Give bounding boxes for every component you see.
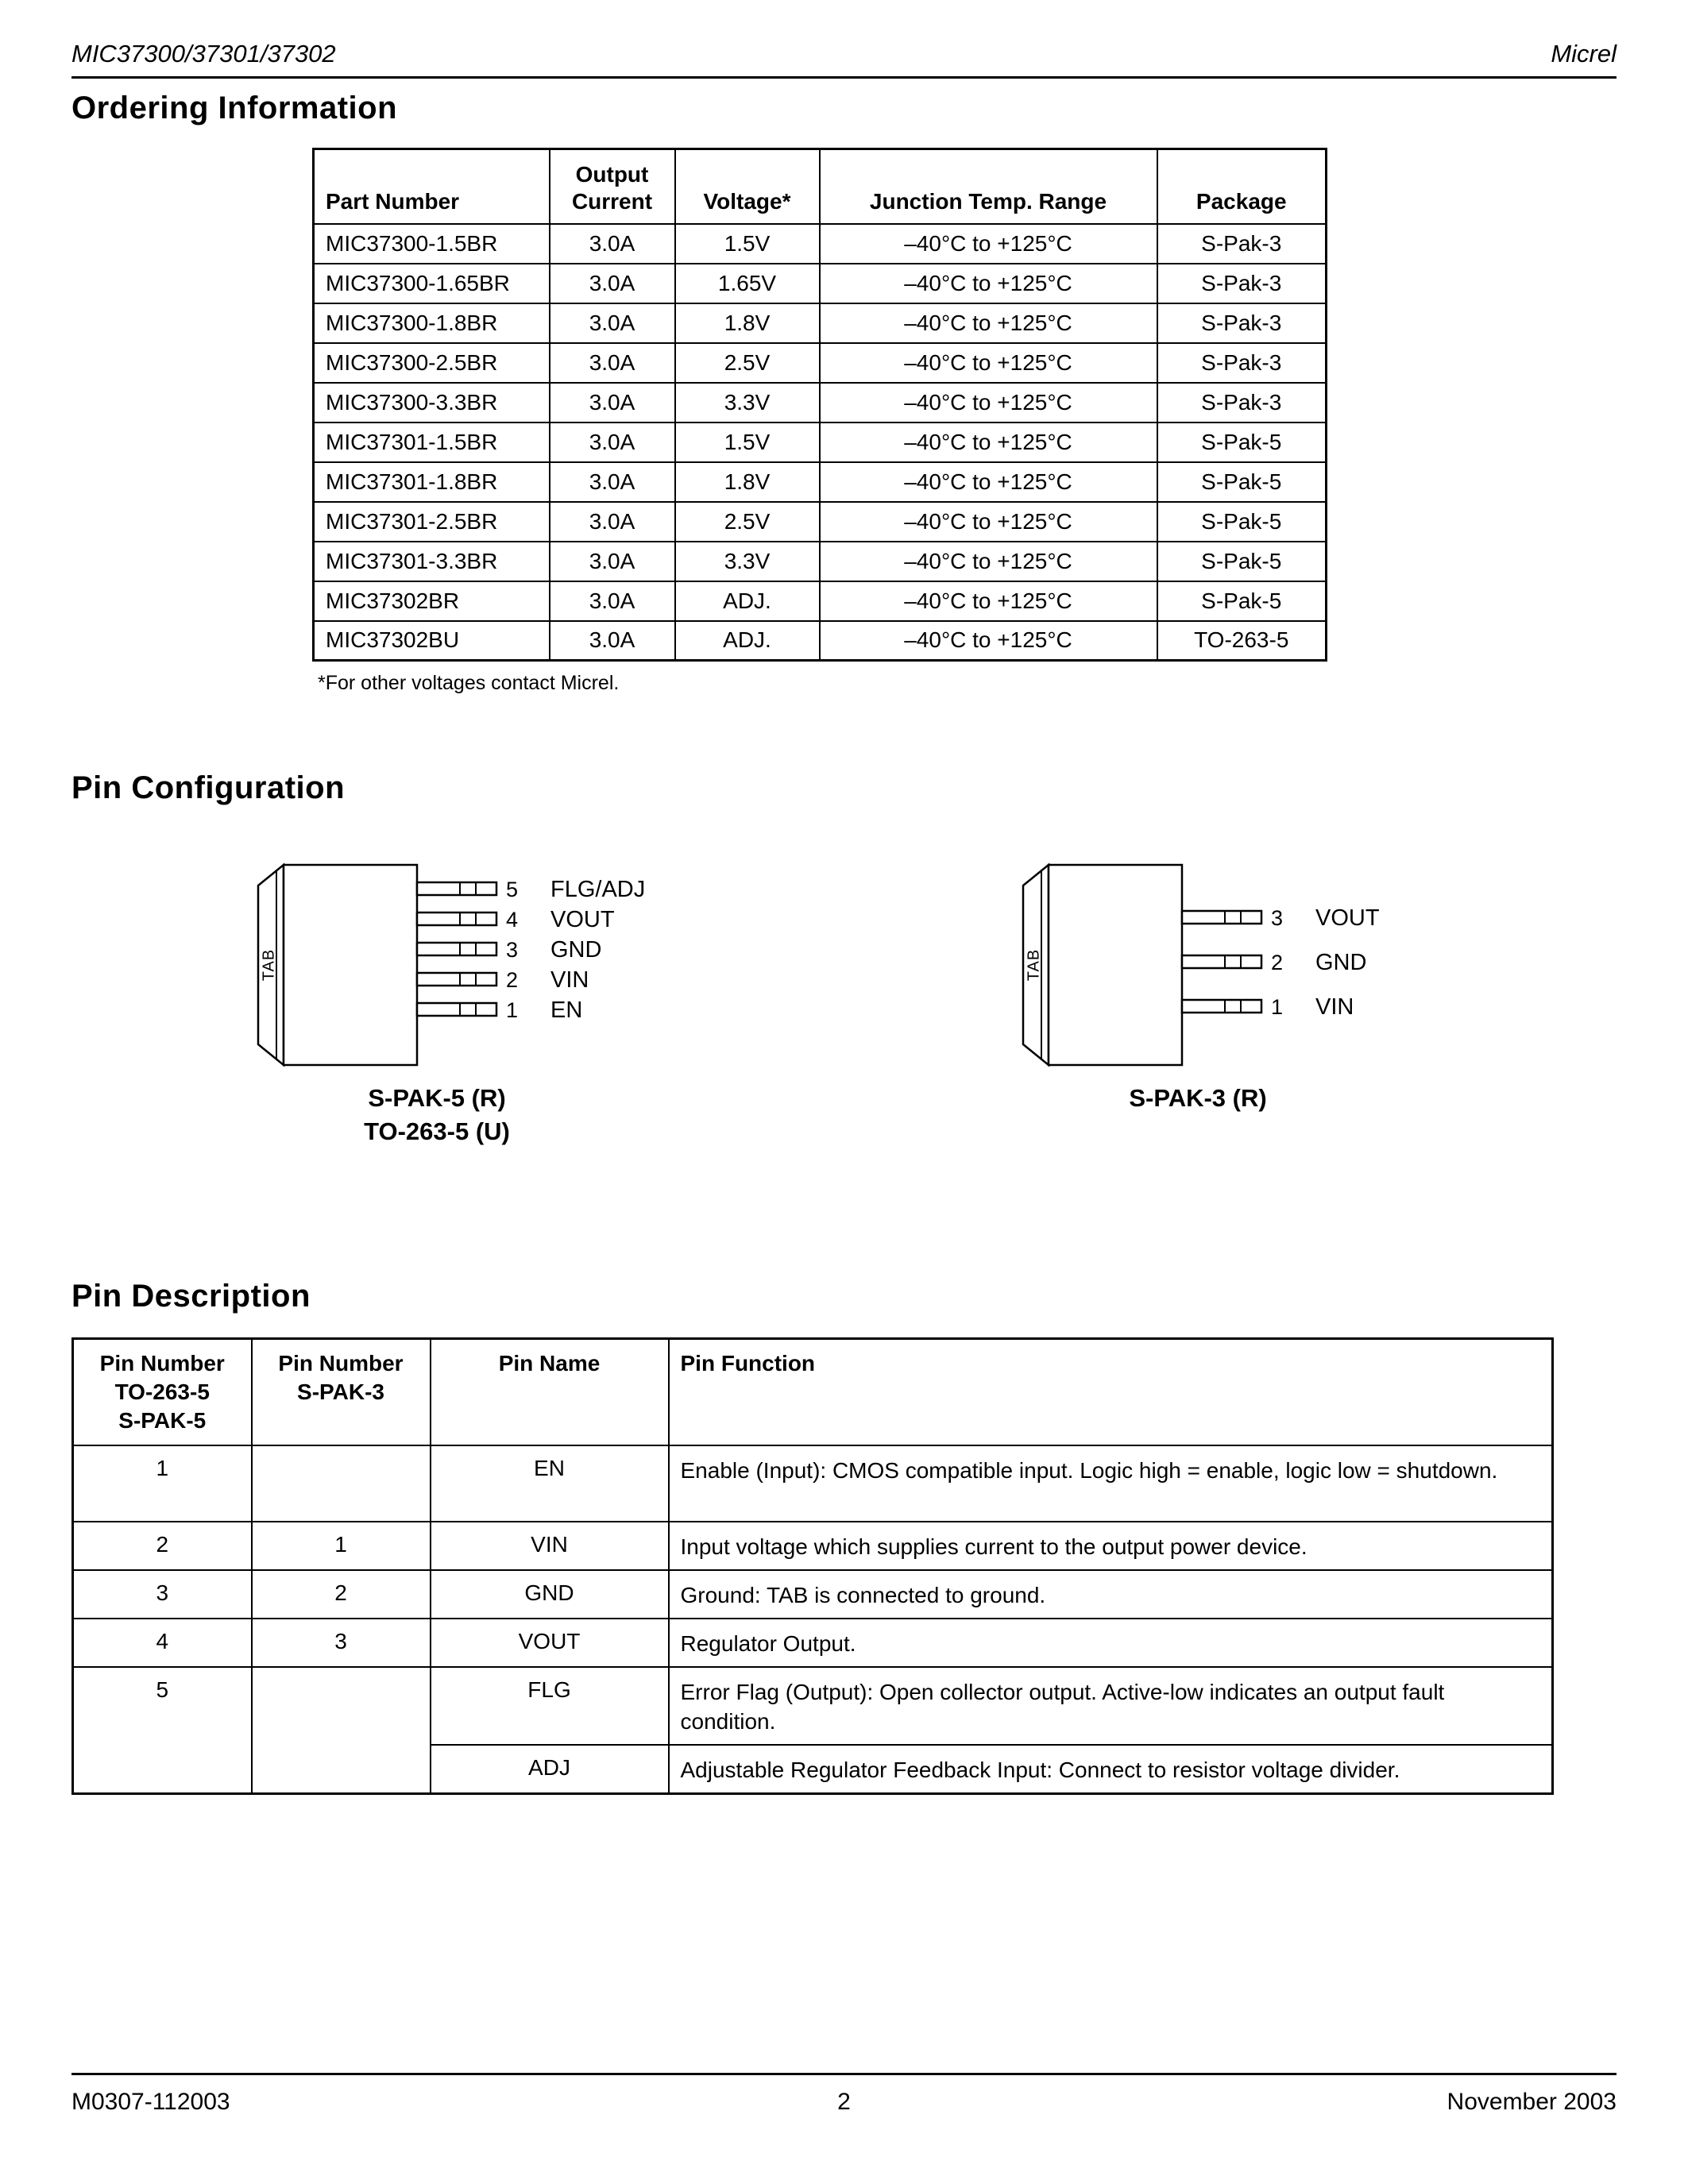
cell-package: TO-263-5 xyxy=(1157,621,1327,661)
pin-lead-3 xyxy=(1182,911,1261,924)
pin-description-header-row xyxy=(73,1339,1553,1445)
cell-part-number: MIC37302BR xyxy=(314,581,550,621)
pin-description-table xyxy=(71,1337,1554,1795)
cell-voltage: 1.5V xyxy=(675,224,820,264)
cell-part-number: MIC37301-1.5BR xyxy=(314,423,550,462)
pin-row-vout xyxy=(73,1619,1553,1667)
cell-pin-number: 1 xyxy=(73,1445,252,1522)
header-line: Pin Name xyxy=(498,1351,601,1376)
ordering-table-row xyxy=(314,264,1327,303)
header-line: S-PAK-3 xyxy=(297,1379,384,1404)
pin-row-vin xyxy=(73,1522,1553,1570)
cell-pin-function: Regulator Output. xyxy=(669,1619,1553,1667)
cell-output-current: 3.0A xyxy=(550,581,675,621)
cell-part-number: MIC37300-2.5BR xyxy=(314,343,550,383)
cell-package: S-Pak-3 xyxy=(1157,303,1327,343)
cell-pin-number: 3 xyxy=(252,1619,431,1667)
cell-voltage: 2.5V xyxy=(675,343,820,383)
cell-voltage: 3.3V xyxy=(675,542,820,581)
footer-page-number: 2 xyxy=(837,2089,851,2115)
pin-number: 3 xyxy=(1271,906,1284,930)
cell-junction-temp: –40°C to +125°C xyxy=(820,462,1157,502)
pin-label: VIN xyxy=(550,967,589,993)
ordering-table-row xyxy=(314,581,1327,621)
cell-junction-temp: –40°C to +125°C xyxy=(820,542,1157,581)
col-header-package xyxy=(1157,149,1327,224)
col-header-pin-function xyxy=(669,1339,1553,1445)
pin-label: EN xyxy=(550,997,583,1023)
cell-junction-temp: –40°C to +125°C xyxy=(820,343,1157,383)
ordering-header-row xyxy=(314,149,1327,224)
pin-lead-2 xyxy=(417,973,496,986)
cell-pin-name: FLG xyxy=(431,1667,669,1745)
s-pak-3-package xyxy=(999,862,1444,1072)
pin-row-en xyxy=(73,1445,1553,1522)
cell-junction-temp: –40°C to +125°C xyxy=(820,502,1157,542)
cell-output-current: 3.0A xyxy=(550,542,675,581)
pin-label: FLG/ADJ xyxy=(550,877,646,902)
col-header-output-line2: Current xyxy=(571,188,653,214)
cell-junction-temp: –40°C to +125°C xyxy=(820,581,1157,621)
ordering-table-row xyxy=(314,224,1327,264)
cell-output-current: 3.0A xyxy=(550,383,675,423)
s-pak-3-package-diagram xyxy=(999,862,1444,1068)
cell-package: S-Pak-3 xyxy=(1157,383,1327,423)
header-brand: Micrel xyxy=(1551,40,1617,68)
s-pak-3-caption xyxy=(999,1082,1396,1115)
col-header-pin-number-spak3 xyxy=(252,1339,431,1445)
footer-rule xyxy=(71,2073,1617,2075)
cell-pin-function: Input voltage which supplies current to the output power device. xyxy=(669,1522,1553,1570)
cell-junction-temp: –40°C to +125°C xyxy=(820,423,1157,462)
header-doc-title: MIC37300/37301/37302 xyxy=(71,40,336,68)
s-pak-5-package-diagram xyxy=(234,862,679,1068)
col-header-junction-temp-label: Junction Temp. Range xyxy=(869,188,1107,214)
cell-part-number: MIC37300-3.3BR xyxy=(314,383,550,423)
cell-pin-function: Error Flag (Output): Open collector output. Active-low indicates an output fault condition. xyxy=(669,1667,1553,1745)
pin-lead-1 xyxy=(1182,1000,1261,1013)
pin-lead-4 xyxy=(417,913,496,925)
cell-junction-temp: –40°C to +125°C xyxy=(820,264,1157,303)
cell-output-current: 3.0A xyxy=(550,343,675,383)
cell-pin-name: ADJ xyxy=(431,1745,669,1794)
ordering-table xyxy=(312,148,1327,662)
pin-number: 3 xyxy=(506,938,519,962)
cell-part-number: MIC37302BU xyxy=(314,621,550,661)
col-header-pin-name xyxy=(431,1339,669,1445)
ordering-table-body xyxy=(314,224,1327,661)
cell-voltage: 1.8V xyxy=(675,303,820,343)
pin-row-gnd xyxy=(73,1570,1553,1619)
cell-part-number: MIC37300-1.8BR xyxy=(314,303,550,343)
ordering-table-row xyxy=(314,303,1327,343)
cell-pin-number: 2 xyxy=(252,1570,431,1619)
pin-label: GND xyxy=(550,937,602,963)
cell-output-current: 3.0A xyxy=(550,462,675,502)
cell-junction-temp: –40°C to +125°C xyxy=(820,383,1157,423)
pin-number: 1 xyxy=(506,998,519,1022)
cell-pin-number: 3 xyxy=(73,1570,252,1619)
caption-s-pak-5: S-PAK-5 (R) xyxy=(368,1084,506,1112)
header-rule xyxy=(71,76,1617,79)
ordering-table-row xyxy=(314,383,1327,423)
cell-output-current: 3.0A xyxy=(550,621,675,661)
col-header-pin-number-to263 xyxy=(73,1339,252,1445)
pin-number: 4 xyxy=(506,908,519,932)
cell-junction-temp: –40°C to +125°C xyxy=(820,621,1157,661)
pin-label: VOUT xyxy=(1315,905,1380,931)
cell-output-current: 3.0A xyxy=(550,264,675,303)
cell-pin-name: VOUT xyxy=(431,1619,669,1667)
ordering-table-row xyxy=(314,462,1327,502)
header-line: TO-263-5 xyxy=(114,1379,210,1404)
col-header-voltage-label: Voltage* xyxy=(703,188,791,214)
cell-pin-function: Adjustable Regulator Feedback Input: Connect to resistor voltage divider. xyxy=(669,1745,1553,1794)
caption-to-263-5: TO-263-5 (U) xyxy=(364,1117,510,1145)
header-line: Pin Function xyxy=(680,1351,816,1376)
pin-lead-3 xyxy=(417,943,496,955)
cell-pin-name: EN xyxy=(431,1445,669,1522)
col-header-junction-temp xyxy=(820,149,1157,224)
s-pak-5-caption xyxy=(238,1082,635,1148)
pin-description-table-body xyxy=(73,1445,1553,1794)
col-header-voltage xyxy=(675,149,820,224)
cell-junction-temp: –40°C to +125°C xyxy=(820,224,1157,264)
pin-number: 5 xyxy=(506,878,519,901)
pin-number: 2 xyxy=(1271,951,1284,974)
cell-voltage: 3.3V xyxy=(675,383,820,423)
section-title-ordering-information: Ordering Information xyxy=(71,91,397,125)
cell-package: S-Pak-5 xyxy=(1157,423,1327,462)
pin-lead-1 xyxy=(417,1003,496,1016)
cell-part-number: MIC37300-1.5BR xyxy=(314,224,550,264)
ordering-table-row xyxy=(314,542,1327,581)
cell-voltage: ADJ. xyxy=(675,621,820,661)
col-header-output-current xyxy=(550,149,675,224)
caption-s-pak-3: S-PAK-3 (R) xyxy=(1129,1084,1267,1112)
ordering-table-row xyxy=(314,423,1327,462)
cell-voltage: 1.8V xyxy=(675,462,820,502)
cell-pin-number: 1 xyxy=(252,1522,431,1570)
cell-package: S-Pak-5 xyxy=(1157,581,1327,621)
cell-voltage: 1.65V xyxy=(675,264,820,303)
cell-package: S-Pak-5 xyxy=(1157,462,1327,502)
header-line: S-PAK-5 xyxy=(118,1408,207,1433)
cell-part-number: MIC37301-1.8BR xyxy=(314,462,550,502)
cell-pin-function: Enable (Input): CMOS compatible input. Logic high = enable, logic low = shutdown. xyxy=(669,1445,1553,1522)
footer-date: November 2003 xyxy=(1447,2089,1617,2115)
col-header-part-number-label: Part Number xyxy=(326,188,460,214)
pin-number: 1 xyxy=(1271,995,1284,1019)
ordering-footnote: *For other voltages contact Micrel. xyxy=(318,672,620,694)
s-pak-5-package xyxy=(234,862,679,1072)
cell-pin-function: Ground: TAB is connected to ground. xyxy=(669,1570,1553,1619)
cell-part-number: MIC37301-2.5BR xyxy=(314,502,550,542)
pin-lead-2 xyxy=(1182,955,1261,968)
cell-output-current: 3.0A xyxy=(550,303,675,343)
cell-pin-number: 4 xyxy=(73,1619,252,1667)
ordering-table-row xyxy=(314,502,1327,542)
cell-package: S-Pak-5 xyxy=(1157,502,1327,542)
cell-junction-temp: –40°C to +125°C xyxy=(820,303,1157,343)
section-title-pin-description: Pin Description xyxy=(71,1279,311,1314)
cell-package: S-Pak-3 xyxy=(1157,264,1327,303)
cell-part-number: MIC37301-3.3BR xyxy=(314,542,550,581)
cell-output-current: 3.0A xyxy=(550,423,675,462)
cell-part-number: MIC37300-1.65BR xyxy=(314,264,550,303)
pin-label: VOUT xyxy=(550,907,615,932)
header-line: Pin Number xyxy=(278,1351,404,1376)
col-header-part-number xyxy=(314,149,550,224)
header-line: Pin Number xyxy=(99,1351,225,1376)
cell-pin-number xyxy=(252,1445,431,1522)
cell-pin-name: GND xyxy=(431,1570,669,1619)
section-title-pin-configuration: Pin Configuration xyxy=(71,770,346,805)
pin-number: 2 xyxy=(506,968,519,992)
cell-package: S-Pak-5 xyxy=(1157,542,1327,581)
cell-voltage: 1.5V xyxy=(675,423,820,462)
footer-doc-code: M0307-112003 xyxy=(71,2089,230,2115)
cell-pin-name: VIN xyxy=(431,1522,669,1570)
pin-label: GND xyxy=(1315,950,1367,975)
cell-package: S-Pak-3 xyxy=(1157,224,1327,264)
ordering-table-row xyxy=(314,621,1327,661)
pin-row-flg xyxy=(73,1667,1553,1745)
tab-label: TAB xyxy=(260,948,278,982)
cell-package: S-Pak-3 xyxy=(1157,343,1327,383)
cell-voltage: ADJ. xyxy=(675,581,820,621)
cell-pin-number xyxy=(252,1667,431,1794)
cell-pin-number: 2 xyxy=(73,1522,252,1570)
cell-pin-number: 5 xyxy=(73,1667,252,1794)
cell-voltage: 2.5V xyxy=(675,502,820,542)
pin-lead-5 xyxy=(417,882,496,895)
cell-output-current: 3.0A xyxy=(550,502,675,542)
col-header-output-line1: Output xyxy=(575,161,649,187)
col-header-package-label: Package xyxy=(1196,188,1287,214)
cell-output-current: 3.0A xyxy=(550,224,675,264)
pin-label: VIN xyxy=(1315,994,1354,1020)
tab-label: TAB xyxy=(1025,948,1043,982)
ordering-table-row xyxy=(314,343,1327,383)
